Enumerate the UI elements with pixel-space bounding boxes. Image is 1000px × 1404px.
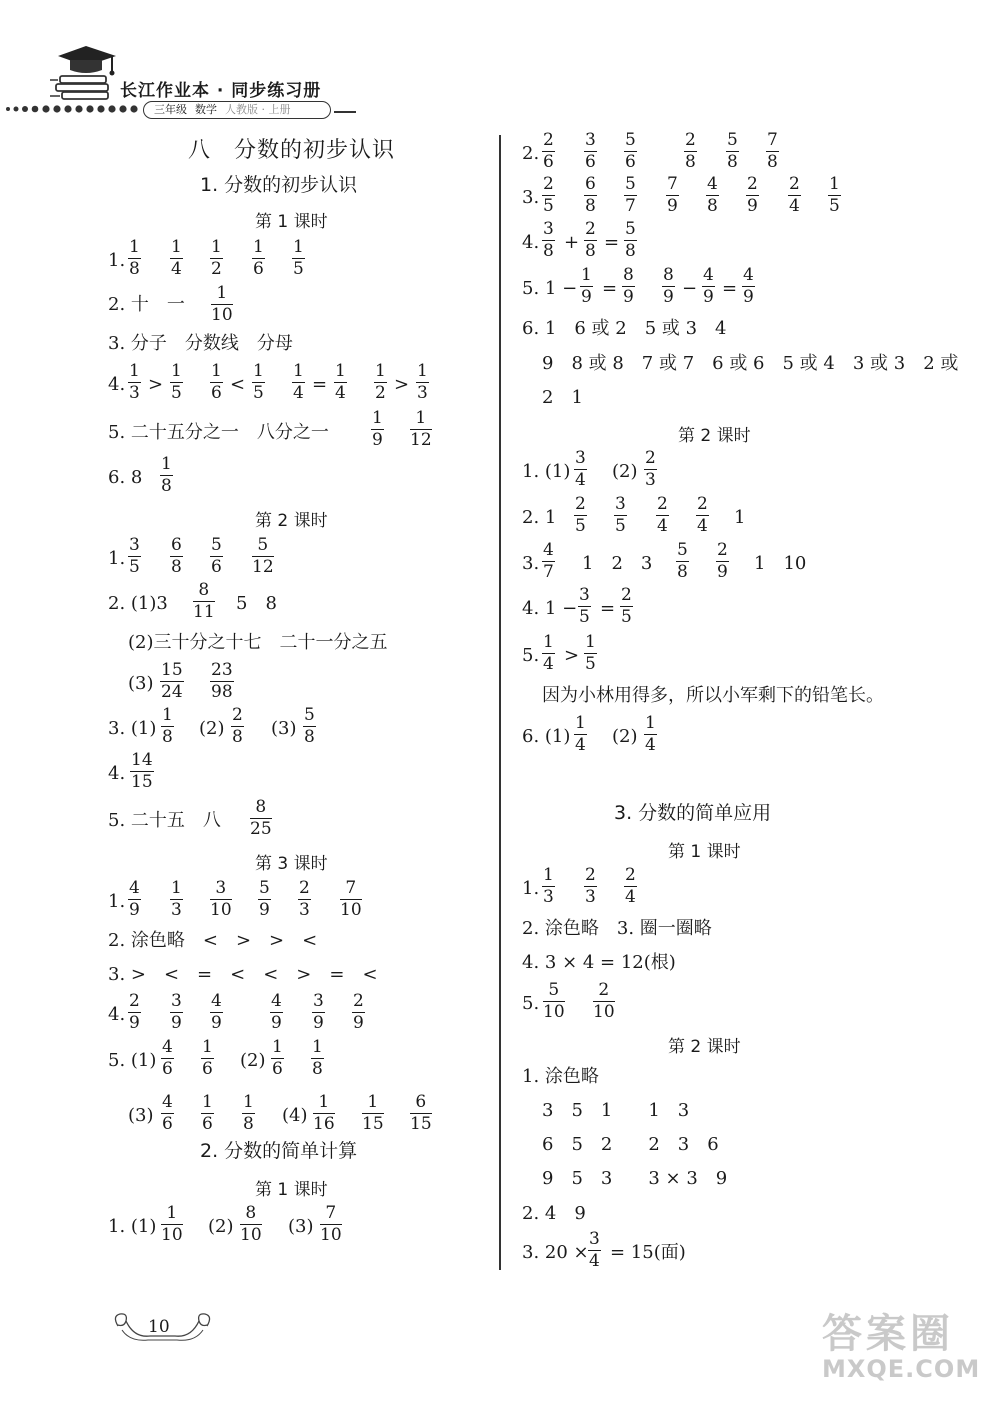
- question-number: 3.: [522, 187, 540, 208]
- fraction: 14 15: [131, 750, 153, 792]
- fraction: 2 9: [129, 991, 140, 1033]
- section-title: 2. 分数的简单计算: [200, 1140, 358, 1162]
- lesson-heading: 第 2 课时: [668, 1037, 741, 1057]
- fraction: 2 9: [717, 540, 728, 582]
- operator-sign: =: [600, 598, 616, 619]
- fraction: 1 6: [202, 1037, 213, 1079]
- operator-sign: −: [682, 278, 698, 299]
- question-subpart: (2): [240, 1050, 266, 1071]
- fraction: 1 10: [211, 283, 233, 325]
- answer-explanation: 因为小林用得多，所以小军剩下的铅笔长。: [542, 685, 884, 706]
- question-number: 3.: [522, 553, 540, 574]
- book-title: 长江作业本 · 同步练习册: [120, 81, 322, 101]
- answer-line: 6 5 2 2 3 6: [542, 1134, 719, 1155]
- answer-mid: 1 2 3: [582, 553, 653, 574]
- fraction: 4 9: [211, 991, 222, 1033]
- fraction: 5 8: [677, 540, 688, 582]
- edition-label: 人教版 · 上册: [225, 103, 291, 116]
- fraction: 4 9: [703, 265, 714, 307]
- comparison-sign: >: [148, 374, 164, 395]
- question-subpart: 6. (1): [522, 726, 571, 747]
- fraction: 1 4: [543, 632, 554, 674]
- lesson-heading: 第 1 课时: [668, 842, 741, 862]
- fraction: 7 9: [667, 174, 678, 216]
- fraction: 7 10: [320, 1203, 342, 1245]
- fraction: 3 8: [543, 219, 554, 261]
- fraction: 1 15: [362, 1092, 384, 1134]
- fraction: 1 4: [171, 237, 182, 279]
- column-divider: [499, 135, 501, 1270]
- operator-sign: =: [604, 232, 620, 253]
- fraction: 2 8: [585, 219, 596, 261]
- question-subpart: (2): [199, 718, 225, 739]
- answer-line: 9 5 3 3 × 3 9: [542, 1168, 728, 1189]
- question-number: 1.: [522, 878, 540, 899]
- comparison-sign: =: [312, 374, 328, 395]
- section-title: 3. 分数的简单应用: [614, 802, 772, 824]
- question-subpart: (3): [288, 1216, 314, 1237]
- fraction: 8 9: [663, 265, 674, 307]
- fraction: 1 16: [313, 1092, 335, 1134]
- fraction: 8 9: [623, 265, 634, 307]
- fraction: 4 9: [271, 991, 282, 1033]
- fraction: 6 8: [585, 174, 596, 216]
- fraction: 1 9: [372, 408, 383, 450]
- question-subpart: 1. (1): [108, 1216, 157, 1237]
- fraction: 1 4: [645, 713, 656, 755]
- fraction: 1 4: [293, 361, 304, 403]
- fraction: 6 15: [410, 1092, 432, 1134]
- answer-line: 3. > < = < < > = <: [108, 964, 378, 985]
- answer-line: 2 1: [542, 387, 583, 408]
- fraction: 7 8: [767, 130, 778, 172]
- question-subpart: 1. (1): [522, 461, 571, 482]
- answer-line: 4. 1 −: [522, 598, 578, 619]
- fraction: 1 6: [202, 1092, 213, 1134]
- fraction: 1 6: [253, 237, 264, 279]
- fraction: 2 3: [645, 448, 656, 490]
- question-subpart: 3. (1): [108, 718, 157, 739]
- answer-line: 5. 二十五分之一 八分之一: [108, 422, 329, 443]
- watermark-logo-text: 答案圈: [822, 1311, 954, 1357]
- page-number: 10: [148, 1317, 170, 1337]
- fraction: 1 8: [312, 1037, 323, 1079]
- lesson-heading: 第 2 课时: [255, 511, 328, 531]
- fraction: 2 4: [789, 174, 800, 216]
- answer-line: 6. 8: [108, 467, 143, 488]
- question-subpart: (4): [282, 1105, 308, 1126]
- fraction: 2 9: [747, 174, 758, 216]
- fraction: 3 4: [589, 1229, 600, 1271]
- fraction: 5 6: [625, 130, 636, 172]
- answer-line: 4. 3 × 4 = 12(根): [522, 952, 676, 973]
- fraction: 2 10: [593, 980, 615, 1022]
- fraction: 3 4: [575, 448, 586, 490]
- grade-subject-badge: [143, 101, 331, 119]
- comparison-sign: >: [564, 645, 580, 666]
- fraction: 2 4: [625, 865, 636, 907]
- fraction: 5 8: [625, 219, 636, 261]
- fraction: 4 8: [707, 174, 718, 216]
- fraction: 5 9: [259, 878, 270, 920]
- answer-tail: 5 8: [236, 593, 277, 614]
- question-number: 1.: [108, 891, 126, 912]
- fraction: 1 5: [585, 632, 596, 674]
- answer-line: 2. 4 9: [522, 1203, 586, 1224]
- fraction: 1 5: [253, 361, 264, 403]
- watermark: [822, 1312, 980, 1382]
- fraction: 2 8: [232, 705, 243, 747]
- fraction: 1 8: [243, 1092, 254, 1134]
- fraction: 5 10: [543, 980, 565, 1022]
- lesson-heading: 第 1 课时: [255, 212, 328, 232]
- fraction: 1 4: [575, 713, 586, 755]
- answer-line: 2. 涂色略 < > > <: [108, 930, 318, 951]
- fraction: 1 5: [293, 237, 304, 279]
- fraction: 1 3: [171, 878, 182, 920]
- fraction: 6 8: [171, 535, 182, 577]
- fraction: 2 4: [657, 494, 668, 536]
- answer-line: 5. 二十五 八: [108, 810, 221, 831]
- fraction: 1 2: [375, 361, 386, 403]
- question-subpart: 5. (1): [108, 1050, 157, 1071]
- answer-line: 2. 1: [522, 507, 557, 528]
- fraction: 1 12: [410, 408, 432, 450]
- answer-line: 3. 20 ×: [522, 1242, 589, 1263]
- answer-line: 1. 涂色略: [522, 1066, 599, 1087]
- answer-line: 9 8 或 8 7 或 7 6 或 6 5 或 4 3 或 3 2 或: [542, 353, 959, 374]
- fraction: 5 12: [252, 535, 274, 577]
- question-subpart: (3): [128, 673, 154, 694]
- fraction: 1 10: [161, 1203, 183, 1245]
- fraction: 2 9: [353, 991, 364, 1033]
- fraction: 2 5: [621, 585, 632, 627]
- page-header: [0, 0, 1000, 125]
- question-number: 1.: [108, 250, 126, 271]
- fraction: 1 2: [211, 237, 222, 279]
- fraction: 4 6: [162, 1037, 173, 1079]
- question-subpart: (2): [612, 461, 638, 482]
- answer-tail: 1 10: [754, 553, 807, 574]
- question-number: 2.: [522, 143, 540, 164]
- answer-line: (2)三十分之十七 二十一分之五: [128, 632, 388, 653]
- fraction: 7 10: [340, 878, 362, 920]
- fraction: 2 3: [299, 878, 310, 920]
- comparison-sign: <: [230, 374, 246, 395]
- answer-line: 3 5 1 1 3: [542, 1100, 690, 1121]
- question-number: 4.: [522, 232, 540, 253]
- lesson-heading: 第 1 课时: [255, 1180, 328, 1200]
- question-subpart: (3): [271, 718, 297, 739]
- question-number: 4.: [108, 1004, 126, 1025]
- answer-line: 3. 分子 分数线 分母: [108, 333, 293, 354]
- fraction: 5 6: [211, 535, 222, 577]
- dot-row-decoration: [4, 103, 144, 115]
- fraction: 8 11: [193, 580, 215, 622]
- fraction: 2 3: [585, 865, 596, 907]
- fraction: 8 25: [250, 797, 272, 839]
- fraction: 5 8: [727, 130, 738, 172]
- fraction: 1 6: [211, 361, 222, 403]
- fraction: 1 9: [581, 265, 592, 307]
- fraction: 3 9: [171, 991, 182, 1033]
- fraction: 4 6: [162, 1092, 173, 1134]
- fraction: 3 10: [210, 878, 232, 920]
- answer-tail: = 15(面): [610, 1242, 686, 1263]
- fraction: 23 98: [211, 660, 233, 702]
- fraction: 1 3: [417, 361, 428, 403]
- answer-line: 6. 1 6 或 2 5 或 3 4: [522, 318, 727, 339]
- fraction: 1 3: [543, 865, 554, 907]
- chapter-title: 八 分数的初步认识: [188, 138, 396, 163]
- graduation-cap-books-icon: [50, 44, 122, 106]
- fraction: 2 8: [685, 130, 696, 172]
- answer-line: 2. 涂色略 3. 圈一圈略: [522, 918, 712, 939]
- fraction: 2 5: [575, 494, 586, 536]
- fraction: 1 5: [171, 361, 182, 403]
- fraction: 1 8: [129, 237, 140, 279]
- fraction: 3 5: [129, 535, 140, 577]
- question-number: 5.: [522, 645, 540, 666]
- fraction: 1 8: [162, 705, 173, 747]
- lesson-heading: 第 2 课时: [678, 426, 751, 446]
- fraction: 1 8: [161, 454, 172, 496]
- question-number: 4.: [108, 374, 126, 395]
- comparison-sign: >: [394, 374, 410, 395]
- fraction: 3 9: [313, 991, 324, 1033]
- operator-sign: =: [722, 278, 738, 299]
- fraction: 5 7: [625, 174, 636, 216]
- question-number: 5.: [522, 993, 540, 1014]
- answer-tail: 1: [734, 507, 746, 528]
- question-subpart: (2): [612, 726, 638, 747]
- section-title: 1. 分数的初步认识: [200, 174, 358, 196]
- fraction: 8 10: [240, 1203, 262, 1245]
- header-rule: [334, 111, 356, 113]
- question-number: 4.: [108, 763, 126, 784]
- fraction: 1 4: [335, 361, 346, 403]
- fraction: 4 9: [129, 878, 140, 920]
- answer-line: 2. (1)3: [108, 593, 168, 614]
- question-subpart: (3): [128, 1105, 154, 1126]
- watermark-url: MXQE.COM: [822, 1355, 981, 1383]
- fraction: 4 9: [743, 265, 754, 307]
- operator-sign: =: [602, 278, 618, 299]
- fraction: 3 5: [579, 585, 590, 627]
- lesson-heading: 第 3 课时: [255, 854, 328, 874]
- fraction: 3 5: [615, 494, 626, 536]
- subject-label: 数学: [195, 103, 217, 116]
- fraction: 2 6: [543, 130, 554, 172]
- question-subpart: (2): [208, 1216, 234, 1237]
- question-number: 1.: [108, 548, 126, 569]
- operator-sign: +: [564, 232, 580, 253]
- fraction: 1 6: [272, 1037, 283, 1079]
- fraction: 2 4: [697, 494, 708, 536]
- fraction: 1 3: [129, 361, 140, 403]
- fraction: 1 5: [829, 174, 840, 216]
- fraction: 2 5: [543, 174, 554, 216]
- grade-label: 三年级: [154, 103, 187, 116]
- fraction: 3 6: [585, 130, 596, 172]
- fraction: 4 7: [543, 540, 554, 582]
- answer-line: 2. 十 一: [108, 294, 185, 315]
- fraction: 5 8: [304, 705, 315, 747]
- answer-line: 5. 1 −: [522, 278, 578, 299]
- fraction: 15 24: [161, 660, 183, 702]
